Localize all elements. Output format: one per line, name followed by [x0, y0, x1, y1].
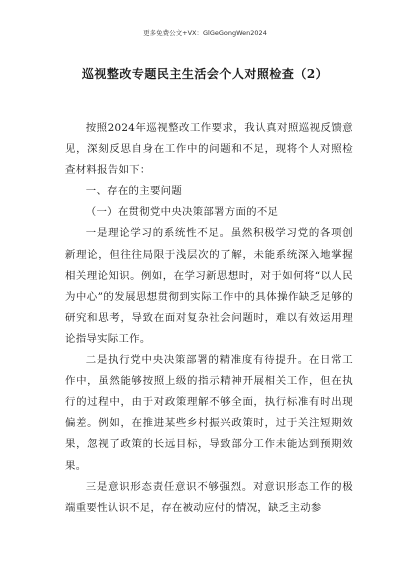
- body-paragraph-2: 二是执行党中央决策部署的精准度有待提升。在日常工作中，虽然能够按照上级的指示精神开展相关工作，但在执行的过程中，由于对政策理解不够全面，执行标准有时出现偏差。例如，在推进某些乡村振兴政策时，过于关注短期效果，忽视了政策的长远目标，导致部分工作未能达到预期效果。: [65, 354, 353, 472]
- subsection-heading: （一）在贯彻党中央决策部署方面的不足: [85, 206, 279, 219]
- intro-paragraph: 按照2024年巡视整改工作要求，我认真对照巡视反馈意见，深刻反思自身在工作中的问题和不足，现将个人对照检查材料报告如下：: [65, 122, 353, 177]
- document-title: 巡视整改专题民主生活会个人对照检查（2）: [81, 67, 329, 81]
- section-heading: 一、存在的主要问题: [85, 185, 183, 198]
- body-paragraph-3: 三是意识形态责任意识不够强烈。对意识形态工作的极端重要性认识不足，存在被动应付的情况，缺乏主动参: [65, 480, 353, 514]
- body-paragraph-1: 一是理论学习的系统性不足。虽然积极学习党的各项创新理论，但往往局限于浅层次的了解，未能系统深入地掌握相关理论知识。例如，在学习新思想时，对于如何将“以人民为中心”的发展思想贯彻到实际工作中的具体操作缺乏足够的研究和思考，导致在面对复杂社会问题时，难以有效运用理论指导实际工作。: [65, 227, 353, 345]
- header-note: 更多免费公文+VX：GlGeGongWen2024: [143, 29, 267, 37]
- document-body: [65, 118, 353, 519]
